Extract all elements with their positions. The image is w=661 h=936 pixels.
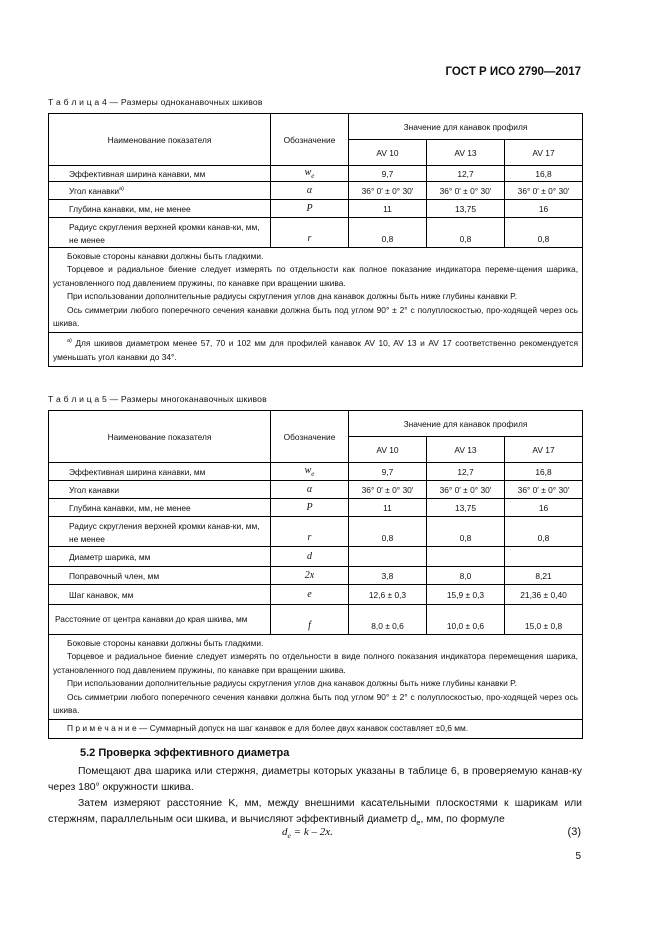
cell: 9,7 bbox=[349, 166, 427, 182]
table-row bbox=[49, 182, 583, 200]
note: Торцевое и радиальное биение следует измерять по отдельности как полное показание индикатора переме-щения шарика, установленного под давлением пружины, по канавке при вращении шкива. bbox=[53, 264, 579, 288]
cell: 0,8 bbox=[505, 517, 583, 547]
table5-profile: AV 13 bbox=[427, 437, 505, 463]
footnote: Для шкивов диаметром менее 57, 70 и 102 мм для профилей канавок AV 10, AV 13 и AV 17 соответственно рекомендуется уменьшать угол канавки до 34°. bbox=[53, 338, 579, 362]
cell: 12,7 bbox=[427, 166, 505, 182]
cell: 36° 0′ ± 0° 30′ bbox=[505, 481, 583, 499]
row-symbol: α bbox=[271, 481, 349, 499]
cell: 0,8 bbox=[349, 517, 427, 547]
row-symbol: e bbox=[271, 585, 349, 605]
table5-col-values: Значение для канавок профиля bbox=[349, 411, 583, 437]
footnote-cell bbox=[49, 333, 583, 367]
cell: 36° 0′ ± 0° 30′ bbox=[349, 481, 427, 499]
table4-profile: AV 10 bbox=[349, 140, 427, 166]
cell: 0,8 bbox=[427, 517, 505, 547]
table5-profile: AV 17 bbox=[505, 437, 583, 463]
cell: 16,8 bbox=[505, 463, 583, 481]
table4-col-values: Значение для канавок профиля bbox=[349, 114, 583, 140]
remark-label: П р и м е ч а н и е — bbox=[67, 723, 148, 734]
cell: 8,0 bbox=[427, 567, 505, 585]
row-name: Шаг канавок, мм bbox=[49, 585, 271, 605]
table-row bbox=[49, 547, 583, 567]
table-row bbox=[49, 499, 583, 517]
cell: 9,7 bbox=[349, 463, 427, 481]
table5 bbox=[48, 410, 583, 739]
section-body bbox=[48, 764, 582, 831]
cell: 36° 0′ ± 0° 30′ bbox=[427, 182, 505, 200]
table-remark bbox=[49, 720, 583, 738]
table-footnote bbox=[49, 333, 583, 367]
footnote-mark: a) bbox=[67, 338, 72, 345]
row-symbol: $w_e$ bbox=[271, 166, 349, 182]
cell: 15,0 ± 0,8 bbox=[505, 605, 583, 635]
table4 bbox=[48, 113, 583, 367]
row-name: Расстояние от центра канавки до края шкива, мм bbox=[49, 605, 271, 635]
row-name: Радиус скругления верхней кромки канав-ки, мм, не менее bbox=[49, 218, 271, 248]
cell: 16 bbox=[505, 499, 583, 517]
row-name: Эффективная ширина канавки, мм bbox=[49, 463, 271, 481]
row-symbol: 2x bbox=[271, 567, 349, 585]
row-symbol: P bbox=[271, 200, 349, 218]
row-symbol: $w_e$ bbox=[271, 463, 349, 481]
row-name: Диаметр шарика, мм bbox=[49, 547, 271, 567]
table-row bbox=[49, 517, 583, 547]
row-symbol: f bbox=[271, 605, 349, 635]
table4-col-symbol: Обозначение bbox=[271, 114, 349, 166]
row-name: Глубина канавки, мм, не менее bbox=[49, 499, 271, 517]
cell: 13,75 bbox=[427, 499, 505, 517]
formula-number: (3) bbox=[567, 826, 581, 838]
paragraph: Помещают два шарика или стержня, диаметры которых указаны в таблице 6, в проверяемую канав-ку через 180° окружности шкива. bbox=[48, 766, 582, 793]
cell: 36° 0′ ± 0° 30′ bbox=[349, 182, 427, 200]
note: Боковые стороны канавки должны быть гладкими. bbox=[67, 251, 264, 261]
note: Боковые стороны канавки должны быть гладкими. bbox=[67, 638, 264, 648]
remark: Суммарный допуск на шаг канавок e для более двух канавок составляет ±0,6 мм. bbox=[149, 723, 469, 734]
table-notes bbox=[49, 248, 583, 333]
cell: 21,36 ± 0,40 bbox=[505, 585, 583, 605]
cell: 13,75 bbox=[427, 200, 505, 218]
notes-cell bbox=[49, 635, 583, 720]
table-row bbox=[49, 605, 583, 635]
row-name: Поправочный член, мм bbox=[49, 567, 271, 585]
row-name: Эффективная ширина канавки, мм bbox=[49, 166, 271, 182]
table4-profile: AV 17 bbox=[505, 140, 583, 166]
table-notes bbox=[49, 635, 583, 720]
note: При использовании дополнительные радиусы скругления углов дна канавок должны быть ниже глубины канавки P. bbox=[67, 291, 518, 302]
cell: 8,21 bbox=[505, 567, 583, 585]
row-symbol: r bbox=[271, 517, 349, 547]
cell: 15,9 ± 0,3 bbox=[427, 585, 505, 605]
note: Ось симметрии любого поперечного сечения канавки должна быть под углом 90° ± 2° с полуплоскостью, про-ходящей через ось шкива. bbox=[53, 691, 579, 716]
cell: 12,6 ± 0,3 bbox=[349, 585, 427, 605]
cell bbox=[427, 547, 505, 567]
cell: 0,8 bbox=[427, 218, 505, 248]
table-row bbox=[49, 463, 583, 481]
notes-cell bbox=[49, 248, 583, 333]
table-row bbox=[49, 585, 583, 605]
page-number: 5 bbox=[575, 851, 581, 862]
table-row bbox=[49, 218, 583, 248]
cell: 16 bbox=[505, 200, 583, 218]
remark-cell bbox=[49, 720, 583, 738]
cell: 10,0 ± 0,6 bbox=[427, 605, 505, 635]
table5-col-name: Наименование показателя bbox=[49, 411, 271, 463]
row-symbol: P bbox=[271, 499, 349, 517]
cell: 11 bbox=[349, 499, 427, 517]
cell: 0,8 bbox=[505, 218, 583, 248]
table-row bbox=[49, 166, 583, 182]
cell: 36° 0′ ± 0° 30′ bbox=[505, 182, 583, 200]
table-row bbox=[49, 481, 583, 499]
formula: $d_e = k - 2x$. bbox=[282, 826, 333, 841]
row-name: Угол канавки bbox=[49, 481, 271, 499]
table4-caption: Т а б л и ц а 4 — Размеры одноканавочных шкивов bbox=[48, 97, 263, 107]
table-row bbox=[49, 200, 583, 218]
row-name: Угол канавки$^{a)}$ bbox=[49, 182, 271, 200]
table5-profile: AV 10 bbox=[349, 437, 427, 463]
section-title: 5.2 Проверка эффективного диаметра bbox=[80, 747, 290, 759]
table-row bbox=[49, 567, 583, 585]
table4-profile: AV 13 bbox=[427, 140, 505, 166]
table5-caption: Т а б л и ц а 5 — Размеры многоканавочных шкивов bbox=[48, 394, 267, 404]
cell: 12,7 bbox=[427, 463, 505, 481]
row-symbol: α bbox=[271, 182, 349, 200]
cell: 16,8 bbox=[505, 166, 583, 182]
cell: 0,8 bbox=[349, 218, 427, 248]
paragraph: Затем измеряют расстояние K, мм, между внешними касательными плоскостями к шарикам или стержням, параллельным оси шкива, и вычисляют эффективный диаметр $d_e$, мм, по формуле bbox=[48, 798, 582, 828]
cell: 11 bbox=[349, 200, 427, 218]
row-symbol: d bbox=[271, 547, 349, 567]
note: При использовании дополнительные радиусы скругления углов дна канавок должны быть ниже глубины канавки P. bbox=[67, 678, 518, 689]
cell: 8,0 ± 0,6 bbox=[349, 605, 427, 635]
cell: 3,8 bbox=[349, 567, 427, 585]
cell: 36° 0′ ± 0° 30′ bbox=[427, 481, 505, 499]
table5-col-symbol: Обозначение bbox=[271, 411, 349, 463]
row-name: Радиус скругления верхней кромки канав-ки, мм, не менее bbox=[49, 517, 271, 547]
note: Ось симметрии любого поперечного сечения канавки должна быть под углом 90° ± 2° с полуплоскостью, про-ходящей через ось шкива. bbox=[53, 304, 579, 329]
table4-col-name: Наименование показателя bbox=[49, 114, 271, 166]
note: Торцевое и радиальное биение следует измерять по отдельности в виде полного показания индикатора перемещения шарика, установленного под давлением пружины, по канавке при вращении шкива. bbox=[53, 651, 579, 675]
row-symbol: r bbox=[271, 218, 349, 248]
document-header: ГОСТ Р ИСО 2790—2017 bbox=[445, 66, 581, 78]
row-name: Глубина канавки, мм, не менее bbox=[49, 200, 271, 218]
cell bbox=[505, 547, 583, 567]
cell bbox=[349, 547, 427, 567]
